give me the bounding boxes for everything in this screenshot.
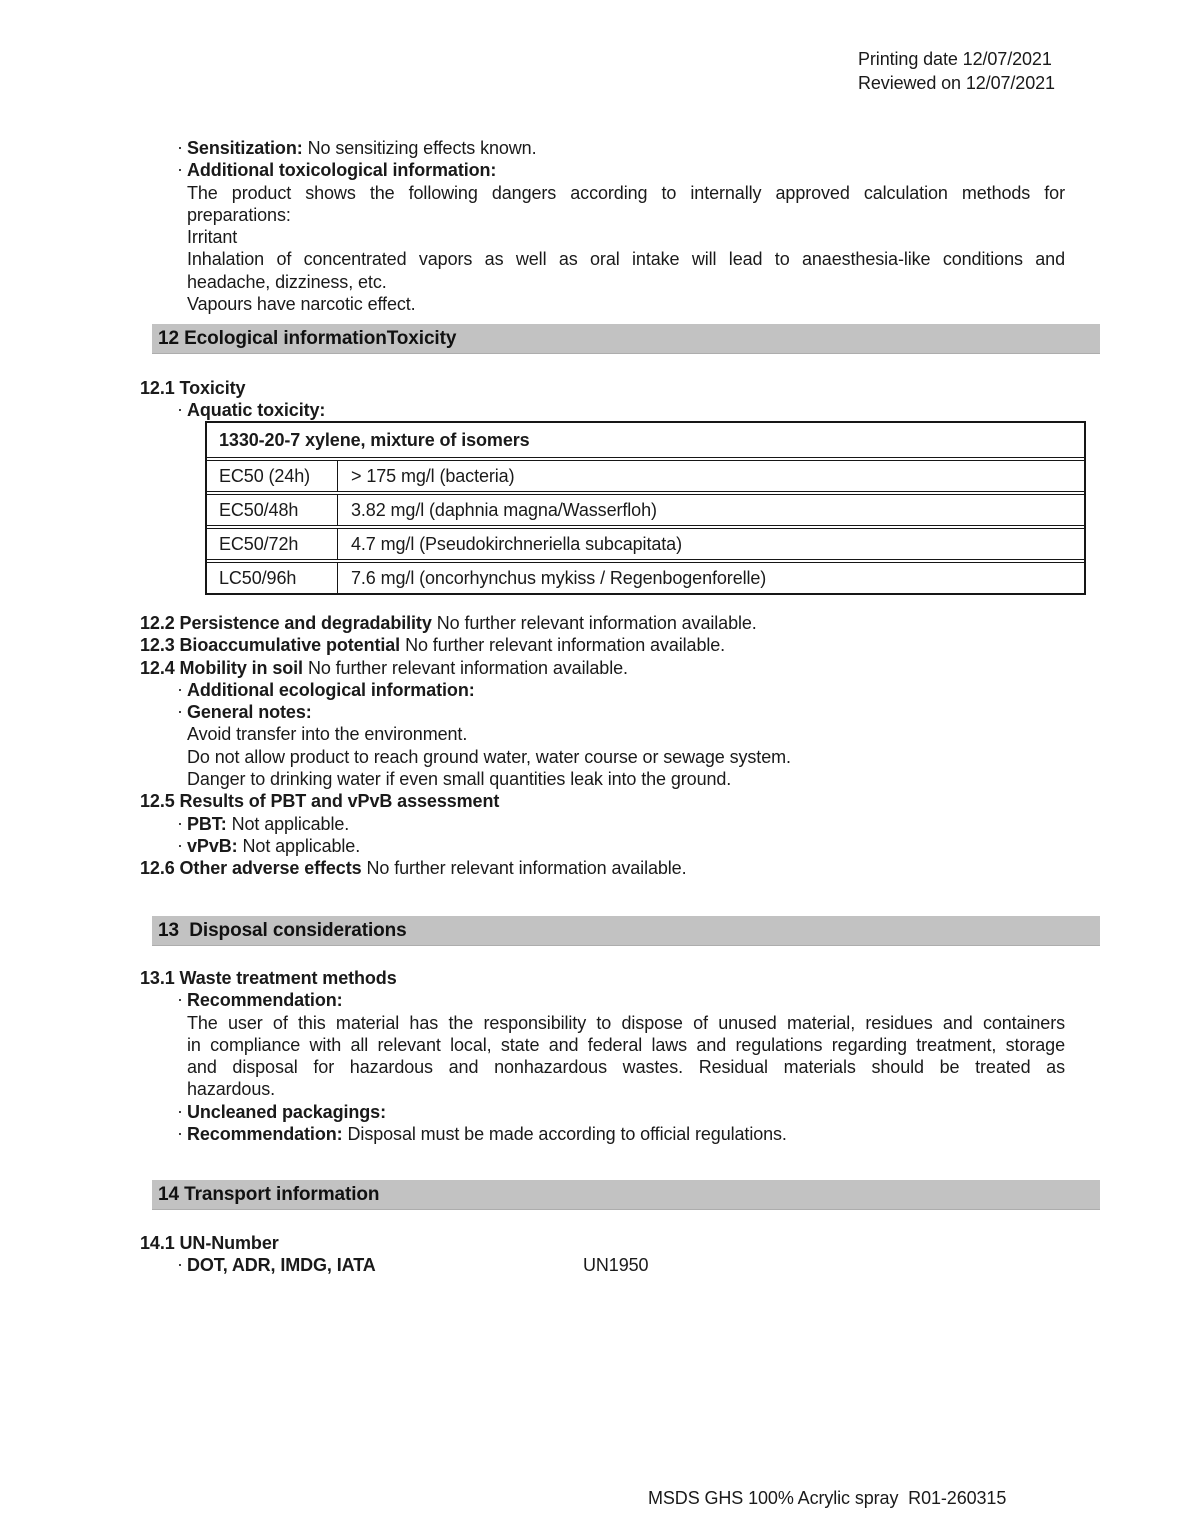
toxicology-block xyxy=(140,137,1065,315)
persistence-line xyxy=(140,612,1065,634)
bullet-dot: · xyxy=(177,1254,183,1275)
inhalation-text-line2: headache, dizziness, etc. xyxy=(187,271,387,292)
bullet-dot: · xyxy=(177,1123,183,1144)
recommendation2-label: Recommendation: xyxy=(187,1124,343,1145)
dangers-text-line1: The product shows the following dangers according to internally approved calculation methods for xyxy=(187,182,1065,203)
vpvb-text: Not applicable. xyxy=(242,835,361,856)
note-avoid-transfer: Avoid transfer into the environment. xyxy=(187,724,468,745)
bullet-dot: · xyxy=(177,834,183,855)
pbt-line xyxy=(140,813,1065,835)
table-row xyxy=(207,491,1084,525)
sensitization-line xyxy=(140,137,1065,159)
persistence-label: 12.2 Persistence and degradability xyxy=(140,613,432,633)
bioaccumulative-label: 12.3 Bioaccumulative potential xyxy=(140,635,401,656)
bullet-dot: · xyxy=(177,989,183,1010)
recommendation2-text: Disposal must be made according to official regulations. xyxy=(347,1124,787,1145)
table-cell-value: > 175 mg/l (bacteria) xyxy=(351,465,515,486)
section-12-title: 12 Ecological informationToxicity xyxy=(158,327,457,349)
bullet-dot: · xyxy=(177,159,183,180)
table-cell-parameter: EC50/72h xyxy=(207,529,338,559)
additional-tox-info-line xyxy=(140,159,1065,181)
bioaccumulative-line xyxy=(140,634,1065,656)
bullet-dot: · xyxy=(177,1100,183,1121)
bioaccumulative-text: No further relevant information available. xyxy=(405,635,726,656)
table-row xyxy=(207,457,1084,491)
reviewed-on-date: Reviewed on 12/07/2021 xyxy=(858,73,1055,93)
persistence-text: No further relevant information available. xyxy=(436,613,757,633)
table-cell-value: 4.7 mg/l (Pseudokirchneriella subcapitata) xyxy=(351,533,682,554)
recommendation-text-line2: in compliance with all relevant local, state and federal laws and regulations regarding treatment, storage xyxy=(187,1034,1065,1055)
table-row xyxy=(207,559,1084,593)
dangers-text-line2: preparations: xyxy=(187,204,291,225)
additional-eco-info-label: Additional ecological information: xyxy=(187,679,475,700)
pbt-text: Not applicable. xyxy=(231,813,350,834)
table-cell-parameter: EC50 (24h) xyxy=(207,461,338,491)
pbt-assessment-heading: 12.5 Results of PBT and vPvB assessment xyxy=(140,791,500,812)
aquatic-toxicity-line xyxy=(140,399,1065,421)
bullet-dot: · xyxy=(177,701,183,722)
table-cell-parameter: LC50/96h xyxy=(207,563,338,593)
mobility-text: No further relevant information available. xyxy=(307,657,628,678)
other-adverse-effects-text: No further relevant information available. xyxy=(366,858,687,879)
table-row xyxy=(207,525,1084,559)
bullet-dot: · xyxy=(177,137,183,157)
additional-eco-info-line xyxy=(140,679,1065,701)
additional-tox-info-label: Additional toxicological information: xyxy=(187,160,497,181)
bullet-dot: · xyxy=(177,678,183,699)
section-14-header-bar xyxy=(152,1180,1100,1210)
note-ground-water: Do not allow product to reach ground water, water course or sewage system. xyxy=(187,746,791,767)
note-drinking-water: Danger to drinking water if even small quantities leak into the ground. xyxy=(187,769,732,790)
table-cell-value: 3.82 mg/l (daphnia magna/Wasserfloh) xyxy=(351,499,657,520)
uncleaned-packagings-label: Uncleaned packagings: xyxy=(187,1101,386,1122)
bullet-dot: · xyxy=(177,399,183,420)
recommendation-text-line3: and disposal for hazardous and nonhazardous wastes. Residual materials should be treated as xyxy=(187,1057,1065,1078)
uncleaned-packagings-line xyxy=(140,1101,1065,1123)
ecological-details-block xyxy=(140,612,1065,880)
toxicity-heading: 12.1 Toxicity xyxy=(140,378,246,398)
section-12-header-bar xyxy=(152,324,1100,354)
table-substance-header: 1330-20-7 xylene, mixture of isomers xyxy=(219,429,530,450)
table-cell-value: 7.6 mg/l (oncorhynchus mykiss / Regenbogenforelle) xyxy=(351,567,767,588)
vpvb-line xyxy=(140,835,1065,857)
bullet-dot: · xyxy=(177,812,183,833)
mobility-line xyxy=(140,657,1065,679)
sensitization-label: Sensitization: xyxy=(187,138,303,158)
other-adverse-effects-label: 12.6 Other adverse effects xyxy=(140,858,362,879)
section-13-header-bar xyxy=(152,916,1100,946)
aquatic-toxicity-table xyxy=(205,421,1086,595)
document-footer: MSDS GHS 100% Acrylic spray R01-260315 xyxy=(648,1488,1007,1508)
recommendation-label: Recommendation: xyxy=(187,990,343,1011)
general-notes-label: General notes: xyxy=(187,702,312,723)
recommendation-line xyxy=(140,989,1065,1011)
inhalation-text-line1: Inhalation of concentrated vapors as well as oral intake will lead to anaesthesia-like conditions and xyxy=(187,249,1065,270)
print-header xyxy=(858,47,1055,95)
vpvb-label: vPvB: xyxy=(187,835,238,856)
other-adverse-effects-line xyxy=(140,857,1065,879)
table-cell-parameter: EC50/48h xyxy=(207,495,338,525)
waste-treatment-heading: 13.1 Waste treatment methods xyxy=(140,968,397,988)
aquatic-toxicity-label: Aquatic toxicity: xyxy=(187,400,326,421)
mobility-label: 12.4 Mobility in soil xyxy=(140,657,303,678)
vapours-text: Vapours have narcotic effect. xyxy=(187,294,416,315)
section-13-title: 13 Disposal considerations xyxy=(158,919,407,941)
transport-modes-line xyxy=(140,1254,1065,1276)
transport-modes-label: DOT, ADR, IMDG, IATA xyxy=(187,1255,376,1276)
un-number-value: UN1950 xyxy=(583,1255,649,1276)
recommendation-text-line1: The user of this material has the responsibility to dispose of unused material, residues and containers xyxy=(187,1012,1065,1033)
printing-date: Printing date 12/07/2021 xyxy=(858,49,1052,69)
un-number-heading: 14.1 UN-Number xyxy=(140,1233,279,1253)
disposal-block xyxy=(140,967,1065,1145)
pbt-label: PBT: xyxy=(187,813,227,834)
toxicity-subsection xyxy=(140,377,1065,422)
general-notes-line xyxy=(140,701,1065,723)
section-14-title: 14 Transport information xyxy=(158,1183,380,1205)
transport-block xyxy=(140,1232,1065,1277)
irritant-text: Irritant xyxy=(187,227,238,248)
sensitization-text: No sensitizing effects known. xyxy=(307,138,537,158)
recommendation2-line xyxy=(140,1123,1065,1145)
recommendation-text-line4: hazardous. xyxy=(187,1079,276,1100)
